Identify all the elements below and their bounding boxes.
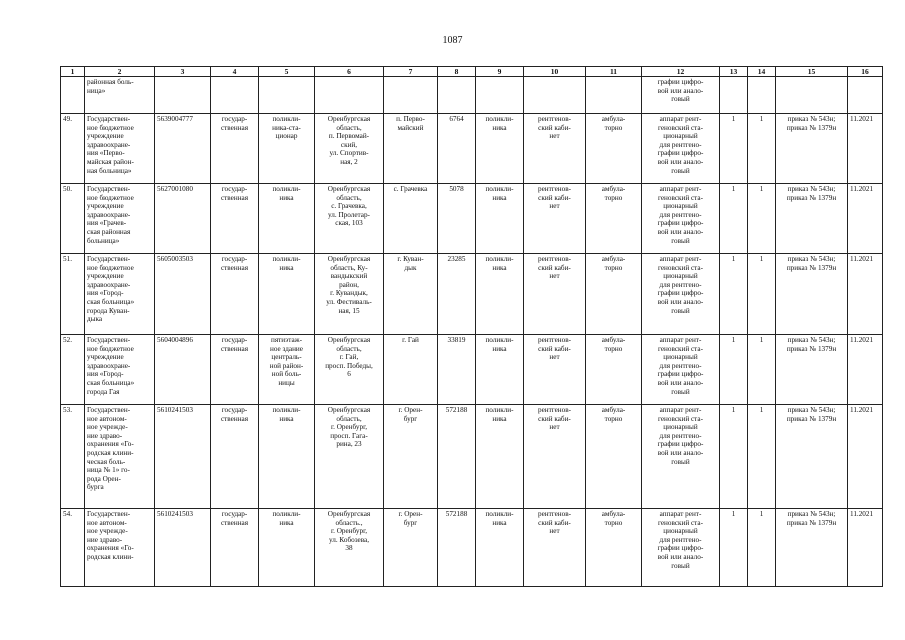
cell-building: поликли- ника (259, 509, 315, 587)
cell-inn: 5610241503 (155, 405, 211, 509)
cell-room: рентгенов- ский каби- нет (524, 114, 586, 184)
cell-num: 50. (61, 184, 85, 254)
cell-address: Оренбургская область., г. Оренбург, ул. Кобозева, 38 (315, 509, 384, 587)
cell-inn: 5605003503 (155, 254, 211, 335)
cell-name: Государствен- ное автоном- ное учрежде- ние здраво- охранения «Го- родская клини- (85, 509, 155, 587)
cell-num: 49. (61, 114, 85, 184)
column-number-cell: 6 (315, 67, 384, 77)
cell-room: рентгенов- ский каби- нет (524, 405, 586, 509)
column-number-cell: 3 (155, 67, 211, 77)
cell-unit: поликли- ника (476, 509, 524, 587)
cell-date: 11.2021 (848, 184, 883, 254)
cell-c14: 1 (748, 254, 776, 335)
cell-name: Государствен- ное бюджетное учреждение здравоохране- ния «Город- ская больница» города Гая (85, 335, 155, 405)
table-cell (211, 77, 259, 114)
cell-c13: 1 (720, 114, 748, 184)
cell-equipment: аппарат рент- геновский ста- ционарный для рентгено- графии цифро- вой или анало- говый (642, 254, 720, 335)
cell-locality: г. Орен- бург (384, 509, 438, 587)
cell-mode: амбула- торно (586, 509, 642, 587)
table-row (61, 405, 883, 509)
cell-order: приказ № 543н; приказ № 1379н (776, 509, 848, 587)
column-number-cell: 9 (476, 67, 524, 77)
cell-equipment: аппарат рент- геновский ста- ционарный для рентгено- графии цифро- вой или анало- говый (642, 405, 720, 509)
cell-date: 11.2021 (848, 114, 883, 184)
cell-date: 11.2021 (848, 335, 883, 405)
cell-c14: 1 (748, 114, 776, 184)
cell-building: поликли- ника (259, 184, 315, 254)
cell-ownership: государ- ственная (211, 254, 259, 335)
cell-room: рентгенов- ский каби- нет (524, 184, 586, 254)
cell-order: приказ № 543н; приказ № 1379н (776, 184, 848, 254)
cell-c14: 1 (748, 335, 776, 405)
column-number-cell: 15 (776, 67, 848, 77)
cell-c13: 1 (720, 184, 748, 254)
table-row (61, 184, 883, 254)
cell-population: 572188 (438, 509, 476, 587)
cell-num: 52. (61, 335, 85, 405)
cell-room: рентгенов- ский каби- нет (524, 254, 586, 335)
cell-name: Государствен- ное бюджетное учреждение здравоохране- ния «Перво- майская район- ная больница» (85, 114, 155, 184)
column-number-cell: 7 (384, 67, 438, 77)
table-row (61, 335, 883, 405)
table-cell (524, 77, 586, 114)
cell-equipment: аппарат рент- геновский ста- ционарный для рентгено- графии цифро- вой или анало- говый (642, 509, 720, 587)
cell-unit: поликли- ника (476, 254, 524, 335)
cell-locality: г. Куван- дык (384, 254, 438, 335)
cell-c13: 1 (720, 405, 748, 509)
table-cell (476, 77, 524, 114)
column-number-cell: 4 (211, 67, 259, 77)
column-number-cell: 8 (438, 67, 476, 77)
registry-table (60, 66, 883, 587)
cell-c14: 1 (748, 184, 776, 254)
table-cell (586, 77, 642, 114)
cell-unit: поликли- ника (476, 184, 524, 254)
cell-order: приказ № 543н; приказ № 1379н (776, 335, 848, 405)
cell-ownership: государ- ственная (211, 184, 259, 254)
cell-mode: амбула- торно (586, 114, 642, 184)
cell-inn: 5639004777 (155, 114, 211, 184)
cell-locality: с. Грачевка (384, 184, 438, 254)
table-cell (384, 77, 438, 114)
cell-mode: амбула- торно (586, 405, 642, 509)
cell-num: 53. (61, 405, 85, 509)
cell-date: 11.2021 (848, 254, 883, 335)
cell-locality: г. Орен- бург (384, 405, 438, 509)
cell-unit: поликли- ника (476, 405, 524, 509)
table-row (61, 114, 883, 184)
table-cell (748, 77, 776, 114)
cell-room: рентгенов- ский каби- нет (524, 509, 586, 587)
cell-ownership: государ- ственная (211, 335, 259, 405)
cell-building: поликли- ника-ста- ционар (259, 114, 315, 184)
cell-order: приказ № 543н; приказ № 1379н (776, 254, 848, 335)
cell-address: Оренбургская область, г. Гай, просп. Победы, 6 (315, 335, 384, 405)
column-number-row (61, 67, 883, 77)
cell-c14: 1 (748, 509, 776, 587)
cell-population: 572188 (438, 405, 476, 509)
cell-population: 33819 (438, 335, 476, 405)
cell-building: поликли- ника (259, 405, 315, 509)
table-cell: графии цифро- вой или анало- говый (642, 77, 720, 114)
table-cell (720, 77, 748, 114)
cell-building: поликли- ника (259, 254, 315, 335)
cell-ownership: государ- ственная (211, 509, 259, 587)
cell-num: 54. (61, 509, 85, 587)
cell-c13: 1 (720, 254, 748, 335)
cell-population: 6764 (438, 114, 476, 184)
table-cell (776, 77, 848, 114)
cell-date: 11.2021 (848, 509, 883, 587)
cell-date: 11.2021 (848, 405, 883, 509)
cell-population: 5078 (438, 184, 476, 254)
table-cell (438, 77, 476, 114)
column-number-cell: 5 (259, 67, 315, 77)
column-number-cell: 1 (61, 67, 85, 77)
table-row (61, 254, 883, 335)
column-number-cell: 13 (720, 67, 748, 77)
cell-c14: 1 (748, 405, 776, 509)
cell-order: приказ № 543н; приказ № 1379н (776, 405, 848, 509)
cell-equipment: аппарат рент- геновский ста- ционарный для рентгено- графии цифро- вой или анало- говый (642, 184, 720, 254)
column-number-cell: 16 (848, 67, 883, 77)
cell-address: Оренбургская область, п. Первомай- ский, ул. Спортив- ная, 2 (315, 114, 384, 184)
table-cell (61, 77, 85, 114)
cell-address: Оренбургская область, г. Оренбург, просп. Гага- рина, 23 (315, 405, 384, 509)
cell-population: 23285 (438, 254, 476, 335)
column-number-cell: 12 (642, 67, 720, 77)
cell-room: рентгенов- ский каби- нет (524, 335, 586, 405)
cell-address: Оренбургская область, с. Грачевка, ул. Пролетар- ская, 103 (315, 184, 384, 254)
cell-name: Государствен- ное бюджетное учреждение здравоохране- ния «Грачев- ская районная больница» (85, 184, 155, 254)
cell-c13: 1 (720, 335, 748, 405)
column-number-cell: 2 (85, 67, 155, 77)
table-cell (155, 77, 211, 114)
cell-c13: 1 (720, 509, 748, 587)
cell-inn: 5604004896 (155, 335, 211, 405)
cell-mode: амбула- торно (586, 335, 642, 405)
table-cell (315, 77, 384, 114)
cell-inn: 5627001080 (155, 184, 211, 254)
cell-name: Государствен- ное бюджетное учреждение здравоохране- ния «Город- ская больница» города Куван- дыка (85, 254, 155, 335)
cell-equipment: аппарат рент- геновский ста- ционарный для рентгено- графии цифро- вой или анало- говый (642, 114, 720, 184)
cell-order: приказ № 543н; приказ № 1379н (776, 114, 848, 184)
column-number-cell: 11 (586, 67, 642, 77)
cell-unit: поликли- ника (476, 335, 524, 405)
cell-mode: амбула- торно (586, 254, 642, 335)
table-row (61, 509, 883, 587)
cell-unit: поликли- ника (476, 114, 524, 184)
continuation-row (61, 77, 883, 114)
cell-building: пятиэтаж- ное здание централь- ной район- ной боль- ницы (259, 335, 315, 405)
column-number-cell: 10 (524, 67, 586, 77)
column-number-cell: 14 (748, 67, 776, 77)
page-number: 1087 (442, 35, 463, 46)
cell-mode: амбула- торно (586, 184, 642, 254)
cell-inn: 5610241503 (155, 509, 211, 587)
table-cell (259, 77, 315, 114)
cell-locality: г. Гай (384, 335, 438, 405)
table-cell (848, 77, 883, 114)
cell-ownership: государ- ственная (211, 405, 259, 509)
cell-ownership: государ- ственная (211, 114, 259, 184)
cell-address: Оренбургская область, Ку- вандыкский район, г. Кувандык, ул. Фестиваль- ная, 15 (315, 254, 384, 335)
cell-locality: п. Перво- майский (384, 114, 438, 184)
cell-name: Государствен- ное автоном- ное учрежде- ние здраво- охранения «Го- родская клини- ческая боль- ница № 1» го- рода Орен- бурга (85, 405, 155, 509)
cell-equipment: аппарат рент- геновский ста- ционарный для рентгено- графии цифро- вой или анало- говый (642, 335, 720, 405)
cell-num: 51. (61, 254, 85, 335)
table-cell: районная боль- ница» (85, 77, 155, 114)
